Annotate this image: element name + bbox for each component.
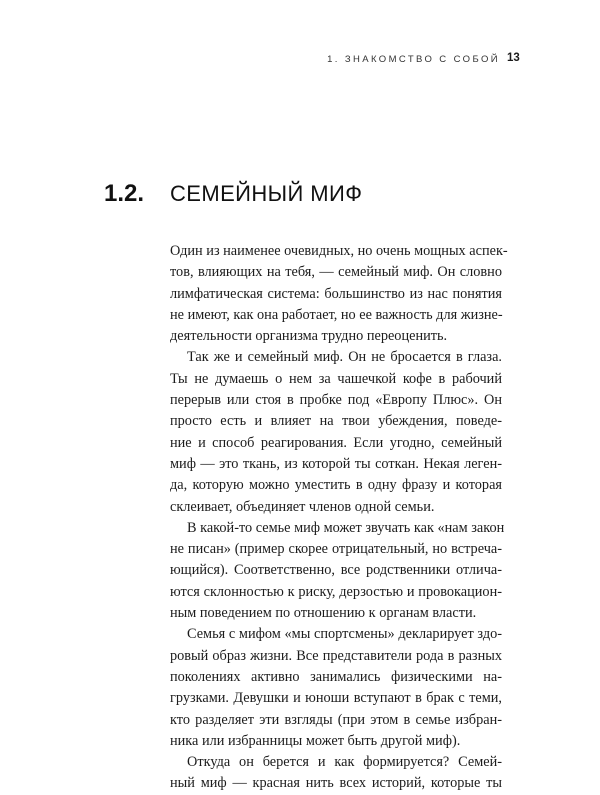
body-text [170, 241, 508, 795]
text-line: просто есть и влияет на твои убеждения, поведе- [170, 413, 502, 430]
section-title: СЕМЕЙНЫЙ МИФ [170, 181, 363, 206]
text-line: Семья с мифом «мы спортсмены» декларирует здо- [187, 626, 502, 643]
text-line: ника или избранницы может быть другой миф). [170, 732, 461, 749]
text-line: Так же и семейный миф. Он не бросается в глаза. [187, 349, 502, 366]
text-line: не имеют, как она работает, но ее важность для жизне- [170, 306, 503, 323]
text-line: В какой-то семье миф может звучать как «нам закон [187, 519, 505, 536]
text-line: грузками. Девушки и юноши вступают в брак с теми, [170, 690, 502, 707]
text-line: миф — это ткань, из которой ты соткан. Некая леген- [170, 455, 502, 472]
text-line: поколениях активно занимались физическими на- [170, 668, 502, 685]
text-line: ным поведением по отношению к органам власти. [170, 605, 477, 622]
text-line: Один из наименее очевидных, но очень мощных аспек- [170, 243, 508, 259]
running-head-title: 1. ЗНАКОМСТВО С СОБОЙ [327, 54, 500, 65]
text-line: тов, влияющих на тебя, — семейный миф. Он словно [170, 264, 502, 281]
text-line: перерыв или стоя в пробке под «Европу Плюс». Он [170, 392, 502, 409]
text-line: да, которую можно уместить в одну фразу и которая [170, 477, 502, 494]
text-line: Откуда он берется и как формируется? Семей- [187, 754, 502, 771]
text-line: деятельности организма трудно переоценить. [170, 328, 448, 345]
text-line: ровый образ жизни. Все представители рода в разных [170, 647, 502, 664]
text-line: лимфатическая система: большинство из нас понятия [170, 285, 502, 302]
page-number: 13 [507, 52, 520, 64]
text-line: Ты не думаешь о нем за чашечкой кофе в рабочий [170, 370, 502, 387]
text-line: кто разделяет эти взгляды (при этом в семье избран- [170, 711, 502, 728]
text-line: ющийся). Соответственно, все родственники отлича- [170, 562, 502, 579]
section-number: 1.2. [104, 180, 145, 207]
text-line: не писан» (пример скорее отрицательный, но встреча- [170, 541, 502, 558]
section-heading [104, 180, 362, 208]
text-line: ный миф — красная нить всех историй, которые ты [170, 775, 502, 792]
text-line: ние и способ реагирования. Если угодно, семейный [170, 434, 502, 451]
text-line: ются склонностью к риску, дерзостью и провокацион- [170, 583, 502, 600]
text-line: склеивает, объединяет членов одной семьи. [170, 498, 435, 515]
